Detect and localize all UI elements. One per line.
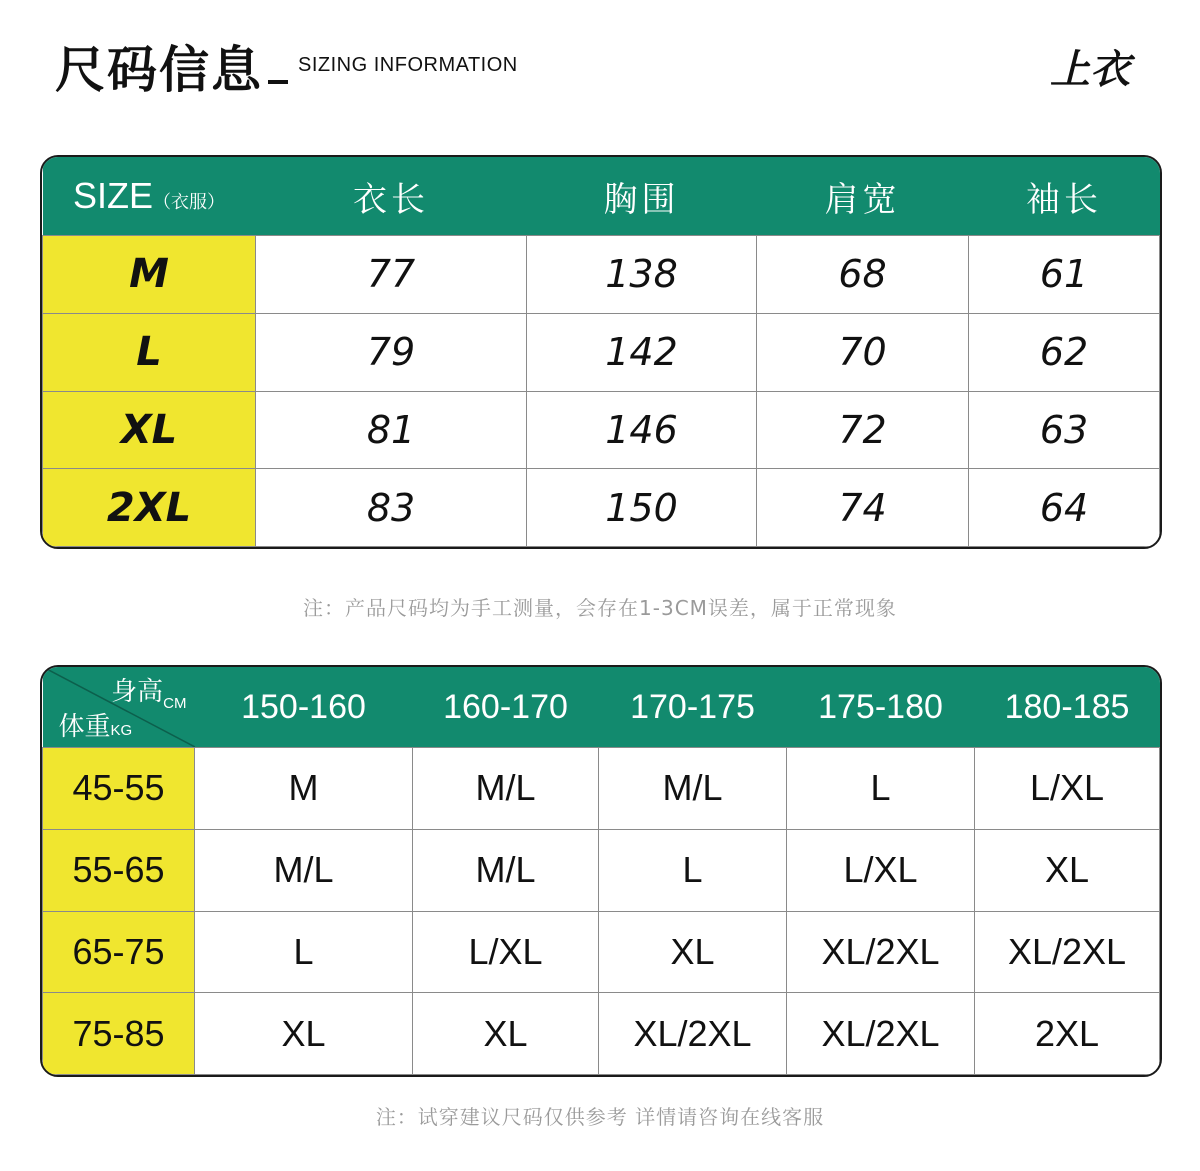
measure-cell: 79: [256, 313, 527, 391]
size-suggestion-cell: L/XL: [413, 911, 599, 993]
measure-cell: 74: [757, 469, 969, 547]
measurement-note: 注：产品尺码均为手工测量，会存在1-3CM误差，属于正常现象: [303, 596, 897, 620]
measure-cell: 63: [969, 391, 1160, 469]
measure-cell: 68: [757, 236, 969, 314]
measure-cell: 72: [757, 391, 969, 469]
size-suggestion-cell: M/L: [195, 829, 413, 911]
height-range-header: 150-160: [195, 667, 413, 748]
weight-axis-label: 体重KG: [58, 712, 133, 742]
size-suggestion-cell: L/XL: [975, 748, 1160, 830]
measure-cell: 77: [256, 236, 527, 314]
height-range-header: 175-180: [787, 667, 975, 748]
title-dash: [268, 80, 288, 84]
size-suggestion-cell: XL/2XL: [787, 911, 975, 993]
size-measurement-table: [40, 155, 1162, 549]
size-suggestion-cell: XL/2XL: [975, 911, 1160, 993]
size-suggestion-cell: XL: [599, 911, 787, 993]
table-row: [43, 829, 1160, 911]
size-cell: XL: [43, 391, 256, 469]
table-row: [43, 469, 1160, 547]
column-header: 胸围: [527, 157, 757, 236]
size-suggestion-cell: M/L: [599, 748, 787, 830]
size-suggestion-cell: XL: [975, 829, 1160, 911]
size-label-note: （衣服）: [153, 192, 225, 213]
corner-header: [43, 667, 195, 748]
height-range-header: 180-185: [975, 667, 1160, 748]
height-range-header: 160-170: [413, 667, 599, 748]
size-suggestion-cell: XL: [195, 993, 413, 1075]
size-suggestion-cell: M: [195, 748, 413, 830]
size-suggestion-cell: L: [787, 748, 975, 830]
column-header: 袖长: [969, 157, 1160, 236]
weight-cell: 65-75: [43, 911, 195, 993]
size-suggestion-cell: L/XL: [787, 829, 975, 911]
height-axis-label: 身高$_{CM}$: [111, 677, 187, 712]
size-suggestion-cell: XL/2XL: [787, 993, 975, 1075]
fit-note: 注：试穿建议尺码仅供参考 详情请咨询在线客服: [375, 1105, 825, 1129]
size-column-header: [43, 157, 256, 236]
table-row: [43, 748, 1160, 830]
table-row: [43, 911, 1160, 993]
column-header: 肩宽: [757, 157, 969, 236]
table-row: [43, 391, 1160, 469]
height-range-header: 170-175: [599, 667, 787, 748]
measure-cell: 146: [527, 391, 757, 469]
measure-cell: 150: [527, 469, 757, 547]
page-title: 尺码信息: [55, 41, 263, 99]
table-row: [43, 236, 1160, 314]
size-suggestion-cell: 2XL: [975, 993, 1160, 1075]
table-row: [43, 993, 1160, 1075]
size-cell: L: [43, 313, 256, 391]
weight-unit: KG: [110, 722, 133, 739]
size-recommendation-table: [40, 665, 1162, 1077]
measure-cell: 138: [527, 236, 757, 314]
table-row: [43, 313, 1160, 391]
measure-cell: 64: [969, 469, 1160, 547]
size-suggestion-cell: XL/2XL: [599, 993, 787, 1075]
measure-cell: 81: [256, 391, 527, 469]
size-cell: M: [43, 236, 256, 314]
column-header: 衣长: [256, 157, 527, 236]
measure-cell: 61: [969, 236, 1160, 314]
size-suggestion-cell: M/L: [413, 748, 599, 830]
size-cell: 2XL: [43, 469, 256, 547]
size-table-header: [43, 157, 1160, 236]
measure-cell: 83: [256, 469, 527, 547]
size-suggestion-cell: L: [599, 829, 787, 911]
weight-cell: 55-65: [43, 829, 195, 911]
fit-table-header: [43, 667, 1160, 748]
page-subtitle: SIZING INFORMATION: [298, 54, 518, 76]
measure-cell: 142: [527, 313, 757, 391]
height-unit: CM: [163, 695, 187, 712]
category-label: 上衣: [1050, 47, 1130, 93]
weight-cell: 45-55: [43, 748, 195, 830]
measure-cell: 70: [757, 313, 969, 391]
size-label: SIZE: [72, 175, 153, 216]
size-suggestion-cell: M/L: [413, 829, 599, 911]
size-suggestion-cell: L: [195, 911, 413, 993]
size-suggestion-cell: XL: [413, 993, 599, 1075]
weight-cell: 75-85: [43, 993, 195, 1075]
measure-cell: 62: [969, 313, 1160, 391]
